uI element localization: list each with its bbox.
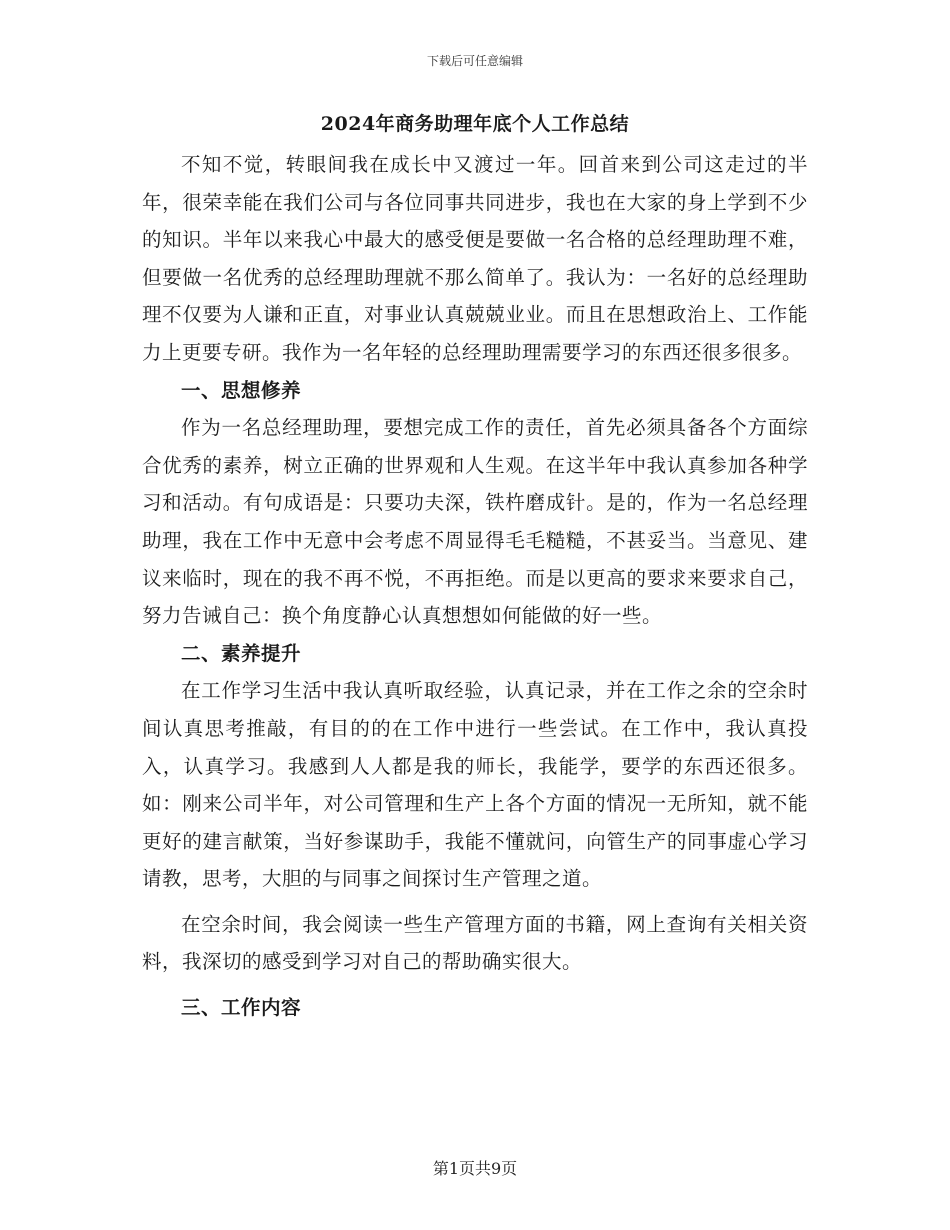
- page-number: 第1页共9页: [432, 1159, 518, 1178]
- section-heading-improvement: 二、素养提升: [181, 641, 302, 665]
- document-title: 2024年商务助理年底个人工作总结: [320, 113, 630, 135]
- intro-paragraph: 不知不觉，转眼间我在成长中又渡过一年。回首来到公司这走过的半年，很荣幸能在我们公司与各位同事共同进步，我也在大家的身上学到不少的知识。半年以来我心中最大的感受便是要做一名合格的总经理助理不难，但要做一名优秀的总经理助理就不那么简单了。我认为：一名好的总经理助理不仅要为人谦和正直，对事业认真兢兢业业。而且在思想政治上、工作能力上更要专研。我作为一名年轻的总经理助理需要学习的东西还很多很多。: [142, 153, 808, 364]
- section-paragraph-improvement-2: 在空余时间，我会阅读一些生产管理方面的书籍，网上查询有关相关资料，我深切的感受到学习对自己的帮助确实很大。: [142, 912, 808, 974]
- section-paragraph-ideology: 作为一名总经理助理，要想完成工作的责任，首先必须具备各个方面综合优秀的素养，树立正确的世界观和人生观。在这半年中我认真参加各种学习和活动。有句成语是：只要功夫深，铁杵磨成针。是的，作为一名总经理助理，我在工作中无意中会考虑不周显得毛毛糙糙，不甚妥当。当意见、建议来临时，现在的我不再不悦，不再拒绝。而是以更高的要求来要求自己，努力告诫自己：换个角度静心认真想想如何能做的好一些。: [142, 416, 808, 628]
- page-header-note: 下载后可任意编辑: [426, 54, 523, 68]
- section-heading-work: 三、工作内容: [181, 996, 302, 1020]
- paragraph-spacer: [142, 898, 808, 906]
- section-paragraph-improvement-1: 在工作学习生活中我认真听取经验，认真记录，并在工作之余的空余时间认真思考推敲，有目的的在工作中进行一些尝试。在工作中，我认真投入，认真学习。我感到人人都是我的师长，我能学，要学的东西还很多。如：刚来公司半年，对公司管理和生产上各个方面的情况一无所知，就不能更好的建言献策，当好参谋助手，我能不懂就问，向管生产的同事虚心学习请教，思考，大胆的与同事之间探讨生产管理之道。: [142, 679, 808, 891]
- paragraph-spacer: [142, 981, 808, 989]
- document-body: [142, 108, 808, 1027]
- section-heading-ideology: 一、思想修养: [181, 378, 302, 402]
